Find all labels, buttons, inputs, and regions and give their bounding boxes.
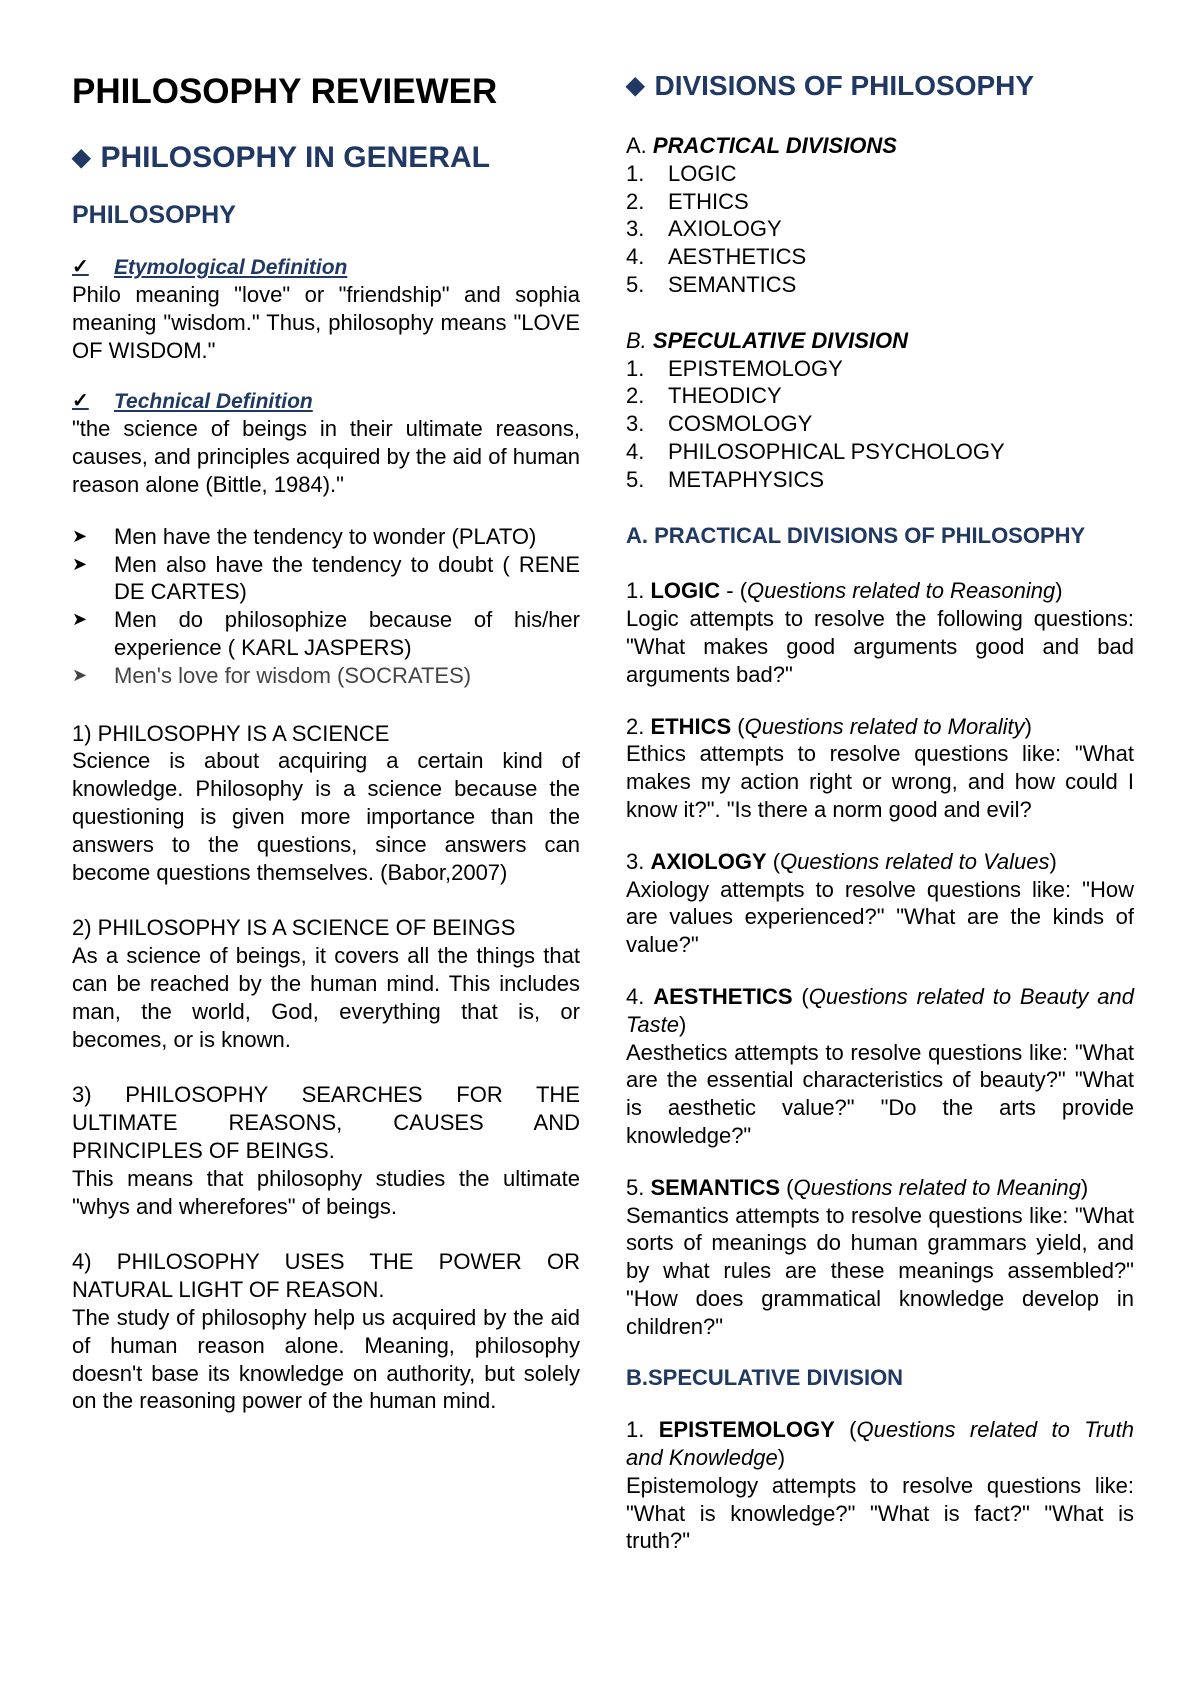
- list-item: 2. ETHICS: [626, 188, 749, 214]
- list-item: 3. AXIOLOGY: [626, 216, 782, 242]
- definition-heading-text: Technical Definition: [114, 390, 313, 414]
- division-item-heading: 4. AESTHETICS (Questions related to Beauty and Taste): [626, 983, 1134, 1037]
- section-heading-text: PHILOSOPHY IN GENERAL: [100, 141, 490, 174]
- division-item-text: Ethics attempts to resolve questions like: "What makes my action right or wrong, and how could I know it?". "Is there a norm good and evil?: [626, 741, 1134, 822]
- division-item-heading: 3. AXIOLOGY (Questions related to Values): [626, 848, 1057, 874]
- speculative-division-list: [626, 355, 1134, 494]
- arrow-bullet-icon: ➤: [72, 553, 88, 574]
- definition-heading-text: Etymological Definition: [114, 256, 348, 279]
- division-item-heading: 1. LOGIC - (Questions related to Reasoning): [626, 578, 1063, 604]
- point-text: The study of philosophy help us acquired by the aid of human reason alone. Meaning, philosophy doesn't base its knowledge on authority, but solely on the reasoning power of the human mind.: [72, 1304, 580, 1414]
- list-item: 1. EPISTEMOLOGY: [626, 355, 843, 381]
- point-heading: 4) PHILOSOPHY USES THE POWER OR NATURAL LIGHT OF REASON.: [72, 1249, 580, 1303]
- list-item: 1. LOGIC: [626, 160, 737, 186]
- section-heading-divisions: [626, 68, 1134, 104]
- technical-definition-text: "the science of beings in their ultimate reasons, causes, and principles acquired by the aid of human reason alone (Bittle, 1984).": [72, 416, 580, 497]
- division-item-text: Aesthetics attempts to resolve questions like: "What are the essential characteristics of beauty?" "What is aesthetic value?" "Do the arts provide knowledge?": [626, 1039, 1134, 1148]
- arrow-bullet-icon: ➤: [72, 664, 88, 685]
- list-item: 4. AESTHETICS: [626, 244, 807, 270]
- point-text: As a science of beings, it covers all the things that can be reached by the human mind. This includes man, the world, God, everything that is, or becomes, or is known.: [72, 943, 580, 1052]
- list-item: 3. COSMOLOGY: [626, 411, 813, 437]
- division-item-heading: 5. SEMANTICS (Questions related to Meaning): [626, 1174, 1089, 1200]
- point-text: Science is about acquiring a certain kind of knowledge. Philosophy is a science because the questioning is given more importance than the answers to the questions, since answers can become questions themselves. (Babor,2007): [72, 748, 580, 885]
- division-item-heading: 2. ETHICS (Questions related to Morality): [626, 713, 1032, 739]
- list-item: 5. METAPHYSICS: [626, 466, 825, 492]
- division-item-text: Logic attempts to resolve the following questions: "What makes good arguments good and bad arguments bad?": [626, 606, 1134, 687]
- practical-divisions-list: [626, 160, 1134, 299]
- list-item: ➤ Men's love for wisdom (SOCRATES): [72, 662, 472, 688]
- point-text: This means that philosophy studies the ultimate "whys and wherefores" of beings.: [72, 1165, 580, 1219]
- list-item: 4. PHILOSOPHICAL PSYCHOLOGY: [626, 438, 1005, 464]
- tendencies-list: [72, 523, 580, 690]
- document-title: PHILOSOPHY REVIEWER: [72, 72, 498, 111]
- speculative-division-heading: B. SPECULATIVE DIVISION: [626, 327, 908, 353]
- list-item: ➤ Men have the tendency to wonder (PLATO): [72, 523, 537, 549]
- diamond-bullet-icon: ◆: [72, 144, 91, 171]
- list-item: 2. THEODICY: [626, 383, 782, 409]
- division-item-text: Epistemology attempts to resolve questions like: "What is knowledge?" "What is fact?" "What is truth?": [626, 1472, 1134, 1554]
- section-heading-philosophy-in-general: [72, 140, 580, 176]
- point-heading: 2) PHILOSOPHY IS A SCIENCE OF BEINGS: [72, 915, 516, 941]
- arrow-bullet-icon: ➤: [72, 609, 88, 630]
- point-heading: 1) PHILOSOPHY IS A SCIENCE: [72, 720, 390, 746]
- right-column: [626, 68, 1134, 1555]
- checkmark-icon: ✓: [72, 390, 89, 413]
- list-item: 5. SEMANTICS: [626, 271, 797, 297]
- speculative-division-full-heading: B.SPECULATIVE DIVISION: [626, 1365, 904, 1391]
- division-item-text: Axiology attempts to resolve questions like: "How are values experienced?" "What are the kinds of value?": [626, 876, 1134, 958]
- left-column: [72, 68, 580, 1415]
- diamond-bullet-icon: ◆: [626, 72, 645, 99]
- section-heading-text: DIVISIONS OF PHILOSOPHY: [654, 70, 1035, 101]
- list-item: ➤ Men do philosophize because of his/her experience ( KARL JASPERS): [72, 607, 580, 660]
- checkmark-icon: ✓: [72, 256, 89, 278]
- arrow-bullet-icon: ➤: [72, 525, 88, 546]
- practical-divisions-full-heading: A. PRACTICAL DIVISIONS OF PHILOSOPHY: [626, 522, 1086, 548]
- point-heading: 3) PHILOSOPHY SEARCHES FOR THE ULTIMATE REASONS, CAUSES AND PRINCIPLES OF BEINGS.: [72, 1082, 580, 1163]
- technical-definition-heading: [72, 388, 580, 415]
- practical-divisions-heading: A. PRACTICAL DIVISIONS: [626, 133, 897, 158]
- list-item: ➤ Men also have the tendency to doubt ( RENE DE CARTES): [72, 551, 580, 605]
- subheading-philosophy: PHILOSOPHY: [72, 201, 236, 229]
- division-item-text: Semantics attempts to resolve questions like: "What sorts of meanings do human grammars yield, and by what rules are these meanings assembled?" "How does grammatical knowledge develop in children?": [626, 1202, 1134, 1339]
- etymological-definition-text: Philo meaning "love" or "friendship" and sophia meaning "wisdom." Thus, philosophy means "LOVE OF WISDOM.": [72, 282, 580, 363]
- etymological-definition-heading: [72, 254, 580, 281]
- division-item-heading: 1. EPISTEMOLOGY (Questions related to Truth and Knowledge): [626, 1417, 1134, 1471]
